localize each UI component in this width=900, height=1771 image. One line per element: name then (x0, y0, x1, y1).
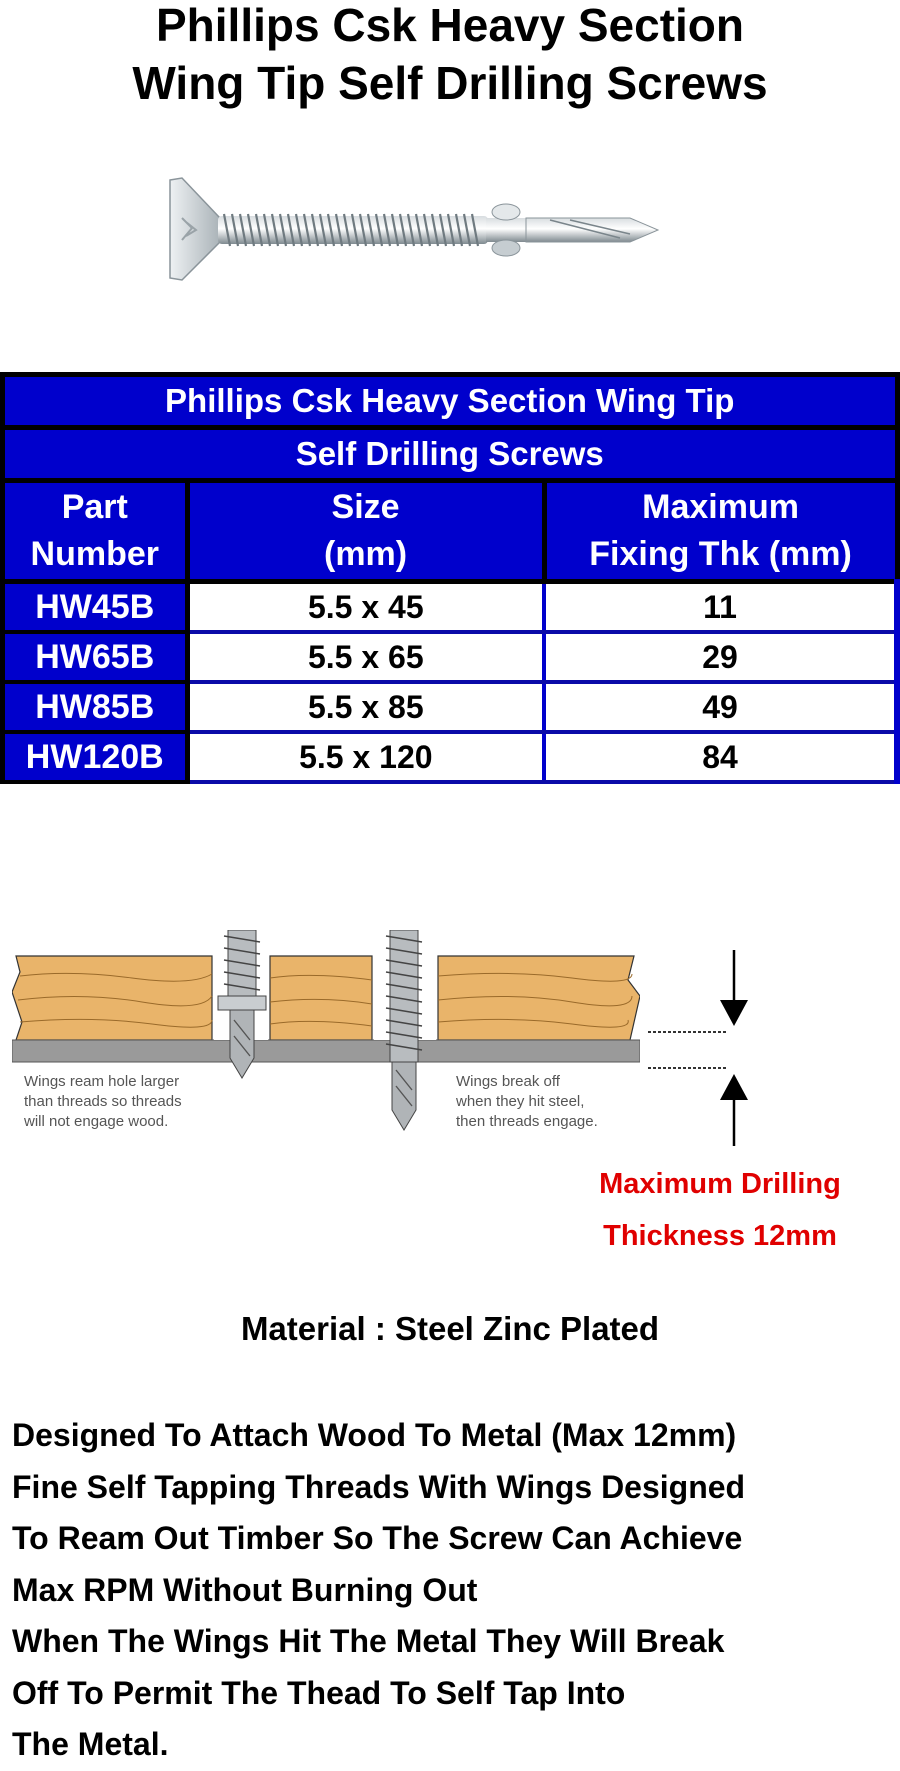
description-line: Max RPM Without Burning Out (12, 1571, 478, 1608)
max-drilling-note: Maximum Drilling Thickness 12mm (599, 1168, 841, 1252)
header-max-fixing: Maximum Fixing Thk (mm) (544, 481, 897, 582)
table-row (3, 732, 898, 782)
header-size: Size (mm) (187, 481, 544, 582)
spec-table (0, 372, 900, 784)
title-line-2: Wing Tip Self Drilling Screws (132, 57, 768, 109)
max-fixing-cell: 49 (544, 682, 897, 732)
arrow-down-icon (720, 1000, 748, 1026)
part-number-cell: HW65B (3, 632, 188, 682)
description-line: Fine Self Tapping Threads With Wings Designed (12, 1468, 746, 1505)
description-line: To Ream Out Timber So The Screw Can Achieve (12, 1520, 743, 1556)
description (12, 1410, 892, 1771)
part-number-cell: HW45B (3, 582, 188, 633)
table-row (3, 682, 898, 732)
steel-layer (12, 1040, 640, 1062)
max-fixing-cell: 29 (544, 632, 897, 682)
right-caption-line: then threads engage. (456, 1113, 598, 1130)
page-title (0, 0, 900, 112)
title-line-1: Phillips Csk Heavy Section (155, 0, 744, 51)
size-cell: 5.5 x 120 (187, 732, 544, 782)
arrow-up-icon (720, 1074, 748, 1100)
part-number-cell: HW85B (3, 682, 188, 732)
left-caption-line: Wings ream hole larger (24, 1073, 180, 1090)
size-cell: 5.5 x 85 (187, 682, 544, 732)
table-banner-2: Self Drilling Screws (3, 428, 898, 481)
left-caption-line: than threads so threads (24, 1093, 182, 1110)
right-caption-line: Wings break off (456, 1073, 560, 1090)
wing-tip-diagram (12, 930, 640, 1136)
thickness-arrows (648, 946, 768, 1146)
max-fixing-cell: 11 (544, 582, 897, 633)
table-banner-1: Phillips Csk Heavy Section Wing Tip (3, 375, 898, 428)
table-row (3, 582, 898, 633)
table-row (3, 632, 898, 682)
left-caption-line: will not engage wood. (24, 1113, 169, 1130)
size-cell: 5.5 x 65 (187, 632, 544, 682)
material-line: Material : Steel Zinc Plated (240, 1310, 660, 1347)
size-cell: 5.5 x 45 (187, 582, 544, 633)
timber-layer (12, 956, 640, 1040)
description-line: Off To Permit The Thead To Self Tap Into (12, 1674, 626, 1711)
description-line: Designed To Attach Wood To Metal (Max 12mm) (12, 1417, 737, 1453)
description-line: When The Wings Hit The Metal They Will Break (12, 1623, 725, 1659)
right-caption-line: when they hit steel, (456, 1093, 585, 1110)
header-part-number: Part Number (3, 481, 188, 582)
screw-product-image (160, 170, 730, 290)
max-fixing-cell: 84 (544, 732, 897, 782)
description-line: The Metal. (12, 1726, 169, 1762)
part-number-cell: HW120B (3, 732, 188, 782)
